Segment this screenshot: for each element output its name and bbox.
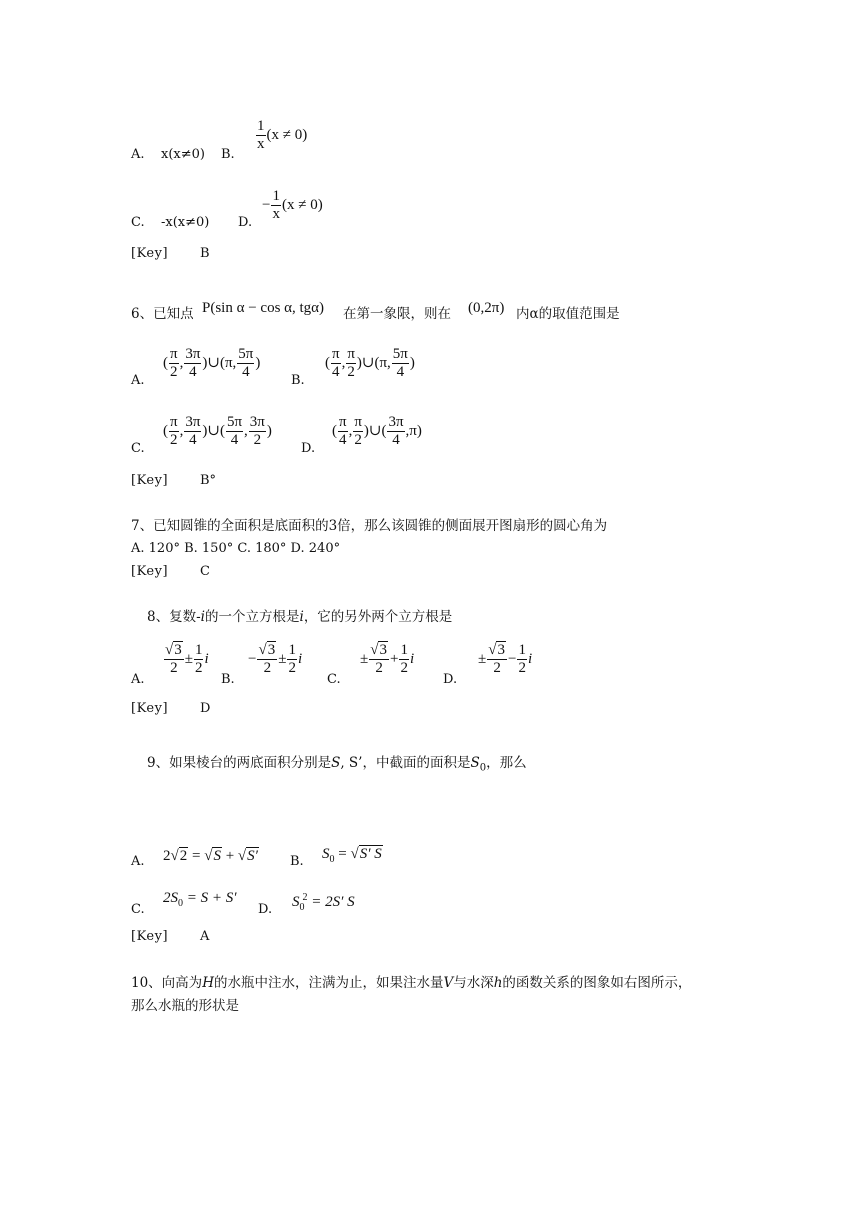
q9-option-a-label: A. [131,854,145,869]
q8-option-b-formula: − $\frac{√3}{2}$ ± $\frac{1}{2}$ i [248,642,303,676]
q6-stem-part2: 在第一象限，则在 [343,306,451,322]
q6-key-value: B° [200,473,217,488]
q5-option-a-text: x(x≠0) [161,147,205,162]
q9-option-b-label: B. [290,854,304,869]
q5-option-d-formula: − $\frac{1}{x}$ (x ≠ 0) [262,188,323,222]
q9-key-label: [Key] [131,929,169,944]
q6-point: P(sin α − cos α, tgα) [202,300,325,316]
q5-option-c-label: C. [131,215,145,230]
q7-options: A. 120° B. 150° C. 180° D. 240° [131,541,341,556]
q6-interval: (0,2π) [468,300,505,316]
q8-option-a-formula: $\frac{√3}{2}$ ± $\frac{1}{2}$ i [165,642,209,676]
q8-option-b-label: B. [221,672,235,687]
q5-option-c-text: -x(x≠0) [161,215,210,230]
q10-stem-line1: 10、向高为H的水瓶中注水，注满为止，如果注水量V与水深h的函数关系的图象如右图所示， [131,975,692,991]
q6-option-c-formula: ( $\frac{\pi}{2}$ , $\frac{3\pi}{4}$ )∪( $\frac{5\pi}{4}$ , $\frac{3\pi}{2}$ ) [163,414,272,448]
q5-option-b-label: B. [221,147,235,162]
q9-option-c-label: C. [131,902,145,917]
q10-stem-line2: 那么水瓶的形状是 [131,998,239,1014]
q9-option-d-label: D. [258,902,273,917]
q7-stem: 7、已知圆锥的全面积是底面积的3倍，那么该圆锥的侧面展开图扇形的圆心角为 [131,518,608,534]
q8-key-value: D [200,701,211,716]
q6-option-a-formula: ( $\frac{\pi}{2}$ , $\frac{3\pi}{4}$ )∪(π, $\frac{5\pi}{4}$ ) [163,346,261,380]
q5-key-label: [Key] [131,246,169,261]
q8-option-d-formula: ± $\frac{√3}{2}$ − $\frac{1}{2}$ i [478,642,533,676]
q6-stem-part3: 内α的取值范围是 [516,306,620,322]
q8-option-a-label: A. [131,672,145,687]
q9-option-c-formula: $2S_0 = S + S'$ [163,890,237,909]
q6-option-b-formula: ( $\frac{\pi}{4}$ , $\frac{\pi}{2}$ )∪(π, $\frac{5\pi}{4}$ ) [325,346,415,380]
q6-key-label: [Key] [131,473,169,488]
q6-stem-part1: 6、已知点 [131,306,194,322]
q5-option-d-label: D. [238,215,253,230]
q8-option-c-label: C. [327,672,341,687]
q8-option-c-formula: ± $\frac{√3}{2}$ + $\frac{1}{2}$ i [360,642,415,676]
q9-option-d-formula: $S_0^2 = 2S'$ S [292,892,355,913]
q6-option-b-label: B. [291,373,305,388]
q9-key-value: A [200,929,210,944]
q8-stem: 8、复数-i的一个立方根是i，它的另外两个立方根是 [147,609,453,625]
q7-key-value: C [200,564,210,579]
q8-option-d-label: D. [443,672,458,687]
q9-stem: 9、如果棱台的两底面积分别是S, S’，中截面的面积是$S_0$，那么 [147,755,527,774]
q9-option-b-formula: $S_0 = √S'$ S [322,846,382,865]
q5-option-b-formula: $\frac{1}{x}$ (x ≠ 0) [257,118,308,152]
q6-option-c-label: C. [131,441,145,456]
q8-key-label: [Key] [131,701,169,716]
q6-option-a-label: A. [131,373,145,388]
q6-option-d-formula: ( $\frac{\pi}{4}$ , $\frac{\pi}{2}$ )∪( $\frac{3\pi}{4}$ ,π) [332,414,422,448]
q6-option-d-label: D. [301,441,316,456]
q9-option-a-formula: 2√2 = √S + √S′ [163,848,258,864]
q5-key-value: B [200,246,210,261]
q5-option-a-label: A. [131,147,145,162]
q7-key-label: [Key] [131,564,169,579]
